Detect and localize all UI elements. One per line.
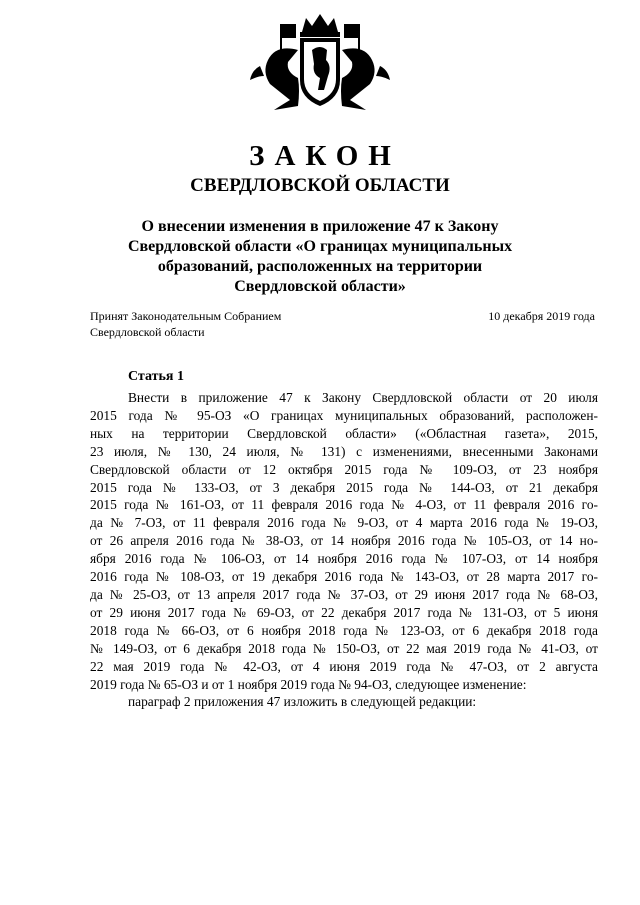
law-title: ЗАКОН xyxy=(249,140,401,172)
body-line: Внести в приложение 47 к Закону Свердловской области от 20 июля xyxy=(128,390,598,405)
body-line: 2018 года № 66-ОЗ, от 6 ноября 2018 года № 123-ОЗ, от 6 декабря 2018 года xyxy=(90,622,598,638)
body-line: да № 25-ОЗ, от 13 апреля 2017 года № 37-ОЗ, от 29 июня 2017 года № 68-ОЗ, xyxy=(90,586,598,602)
subtitle-line: Свердловской области» xyxy=(234,278,406,295)
adoption-line: Принят Законодательным Собранием xyxy=(90,309,282,323)
body-line: 2019 года № 65-ОЗ и от 1 ноября 2019 года № 94-ОЗ, следующее изменение: xyxy=(90,676,527,692)
adoption-statement xyxy=(90,308,281,340)
body-line: 2015 года № 133-ОЗ, от 3 декабря 2015 года № 144-ОЗ, от 21 декабря xyxy=(90,479,598,495)
body-line: от 29 июня 2017 года № 69-ОЗ, от 22 декабря 2017 года № 131-ОЗ, от 5 июня xyxy=(90,604,598,620)
paragraph-2-text: параграф 2 приложения 47 изложить в следующей редакции: xyxy=(128,694,477,709)
body-line: от 26 апреля 2016 года № 38-ОЗ, от 14 ноября 2016 года № 105-ОЗ, от 14 но- xyxy=(90,533,598,549)
body-line: 23 июля, № 130, 24 июля, № 131) с изменениями, внесенными Законами xyxy=(90,443,598,459)
body-line: 2016 года № 108-ОЗ, от 19 декабря 2016 года № 143-ОЗ, от 28 марта 2017 го- xyxy=(90,569,598,585)
region-title: СВЕРДЛОВСКОЙ ОБЛАСТИ xyxy=(190,175,450,196)
body-line: да № 7-ОЗ, от 11 февраля 2016 года № 9-ОЗ, от 4 марта 2016 года № 19-ОЗ, xyxy=(90,515,598,531)
body-line: ных на территории Свердловской области» («Областная газета», 2015, xyxy=(90,425,598,441)
article-body xyxy=(90,389,598,693)
adoption-date: 10 декабря 2019 года xyxy=(488,309,595,323)
body-line: 22 мая 2019 года № 42-ОЗ, от 4 июня 2019 года № 47-ОЗ, от 2 августа xyxy=(90,658,598,674)
body-line: 2015 года № 95-ОЗ «О границах муниципальных образований, расположен- xyxy=(90,407,598,423)
body-line: ября 2016 года № 106-ОЗ, от 14 ноября 2016 года № 107-ОЗ, от 14 ноября xyxy=(90,551,598,567)
subtitle-line: О внесении изменения в приложение 47 к Закону xyxy=(141,218,499,235)
adoption-line: Свердловской области xyxy=(90,325,205,339)
law-subtitle xyxy=(100,217,540,297)
body-line: № 149-ОЗ, от 6 декабря 2018 года № 150-ОЗ, от 22 мая 2019 года № 41-ОЗ, от xyxy=(90,640,598,656)
body-line: 2015 года № 161-ОЗ, от 11 февраля 2016 года № 4-ОЗ, от 11 февраля 2016 го- xyxy=(90,497,598,513)
subtitle-line: образований, расположенных на территории xyxy=(157,258,483,275)
coat-of-arms-icon xyxy=(240,10,400,115)
body-line: Свердловской области от 12 октября 2015 года № 109-ОЗ, от 23 ноября xyxy=(90,461,598,477)
subtitle-line: Свердловской области «О границах муниципальных xyxy=(127,238,513,255)
article-heading: Статья 1 xyxy=(128,369,184,384)
